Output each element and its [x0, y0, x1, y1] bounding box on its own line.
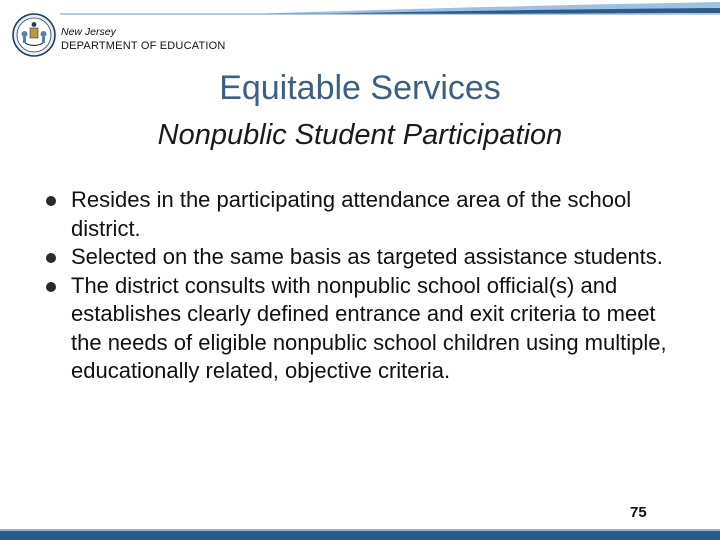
slide-subtitle: Nonpublic Student Participation — [157, 119, 563, 151]
slide-title: Equitable Services — [219, 69, 501, 107]
organization-name — [61, 25, 226, 53]
bullet-item — [45, 243, 685, 272]
footer-bar-decoration — [0, 529, 720, 540]
bullet-item — [45, 186, 685, 243]
bullet-dot-icon — [46, 282, 56, 292]
org-department: DEPARTMENT OF EDUCATION — [61, 40, 226, 52]
slide-header — [0, 0, 720, 56]
bullet-text: The district consults with nonpublic school official(s) and establishes clearly defined entrance and exit criteria to meet the needs of eligible nonpublic school children using multiple, educationally related, objective criteria. — [71, 272, 667, 383]
bullet-dot-icon — [46, 253, 56, 263]
bullet-dot-icon — [46, 196, 56, 206]
org-state: New Jersey — [61, 26, 116, 38]
bullet-item — [45, 272, 685, 386]
page-number: 75 — [630, 504, 647, 521]
bullet-text: Resides in the participating attendance area of the school district. — [71, 187, 632, 241]
nj-state-seal-icon — [12, 13, 56, 57]
bullet-text: Selected on the same basis as targeted assistance students. — [71, 244, 663, 269]
bullet-list — [45, 186, 685, 386]
